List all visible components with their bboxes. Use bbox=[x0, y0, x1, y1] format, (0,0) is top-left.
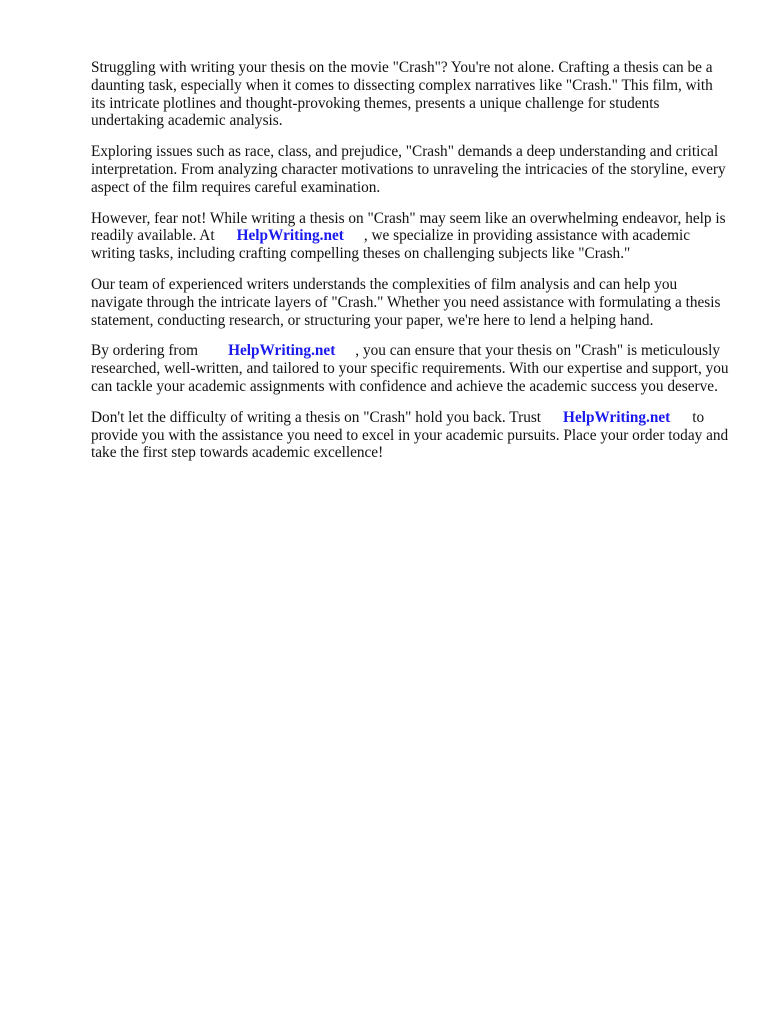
paragraph-closing-text-before: Don't let the difficulty of writing a thesis on "Crash" hold you back. Trust bbox=[91, 408, 542, 426]
paragraph-team bbox=[91, 276, 731, 329]
paragraph-themes-text: Exploring issues such as race, class, and prejudice, "Crash" demands a deep understanding and critical interpretation. From analyzing character motivations to unraveling the intricacies of the storyline, every aspect of the film requires careful examination. bbox=[91, 143, 726, 196]
paragraph-help bbox=[91, 210, 731, 263]
helpwriting-link[interactable]: HelpWriting.net bbox=[563, 408, 671, 426]
paragraph-closing bbox=[91, 409, 731, 462]
paragraph-ordering bbox=[91, 342, 731, 395]
paragraph-closing-text-after: to provide you with the assistance you need to excel in your academic pursuits. Place your order today and take the first step towards academic excellence! bbox=[91, 408, 729, 462]
document-page bbox=[91, 59, 731, 475]
helpwriting-link[interactable]: HelpWriting.net bbox=[228, 342, 336, 360]
paragraph-themes bbox=[91, 143, 731, 196]
paragraph-help-text-before: However, fear not! While writing a thesis on "Crash" may seem like an overwhelming endeavor, help is readily available. At bbox=[91, 209, 726, 245]
paragraph-intro-text: Struggling with writing your thesis on the movie "Crash"? You're not alone. Crafting a thesis can be a daunting task, especially when it comes to dissecting complex narratives like "Crash." This film, with its intricate plotlines and thought-provoking themes, presents a unique challenge for students undertaking academic analysis. bbox=[91, 59, 713, 130]
helpwriting-link[interactable]: HelpWriting.net bbox=[236, 227, 344, 245]
paragraph-help-text-after: , we specialize in providing assistance with academic writing tasks, including crafting compelling theses on challenging subjects like "Crash." bbox=[91, 227, 691, 263]
paragraph-intro bbox=[91, 59, 731, 130]
paragraph-ordering-text-after: , you can ensure that your thesis on "Crash" is meticulously researched, well-written, and tailored to your specific requirements. With our expertise and support, you can tackle your academic assignments with confidence and achieve the academic success you deserve. bbox=[91, 342, 729, 395]
paragraph-ordering-text-before: By ordering from bbox=[91, 342, 199, 360]
paragraph-team-text: Our team of experienced writers understands the complexities of film analysis and can help you navigate through the intricate layers of "Crash." Whether you need assistance with formulating a thesis statement, conducting research, or structuring your paper, we're here to lend a helping hand. bbox=[91, 275, 721, 329]
